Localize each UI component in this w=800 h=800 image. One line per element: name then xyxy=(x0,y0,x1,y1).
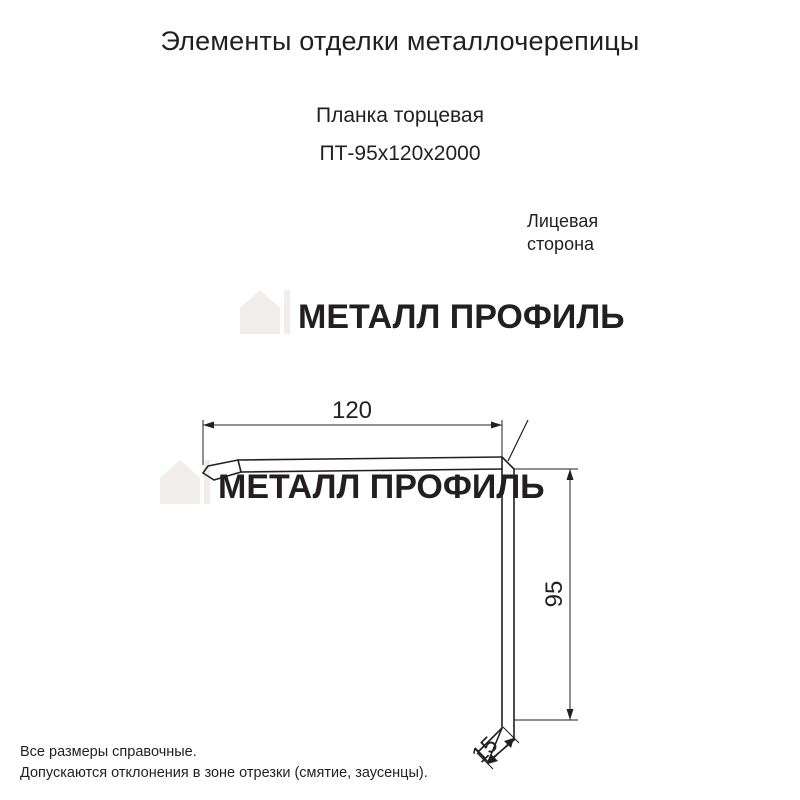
dimension-label-120: 120 xyxy=(331,397,373,424)
callout-leader xyxy=(508,420,528,461)
product-name: Планка торцевая xyxy=(316,104,484,127)
arrow-right xyxy=(491,422,502,429)
svg-text:МЕТАЛЛ ПРОФИЛЬ: МЕТАЛЛ ПРОФИЛЬ xyxy=(218,468,545,506)
arrow-bottom xyxy=(567,709,574,720)
notes-block xyxy=(20,742,428,784)
dimension-label-95: 95 xyxy=(541,580,568,608)
product-code: ПТ-95x120x2000 xyxy=(319,142,481,165)
profile-corner-line xyxy=(502,457,514,469)
svg-text:МЕТАЛЛ ПРОФИЛЬ: МЕТАЛЛ ПРОФИЛЬ xyxy=(298,298,625,336)
callout-label-line2: сторона xyxy=(527,234,595,254)
profile-bottom-outline xyxy=(203,469,502,480)
callout-leader-line xyxy=(508,420,528,461)
note-line-1: Все размеры справочные. xyxy=(20,743,197,760)
note-line-2: Допускаются отклонения в зоне отрезки (смятие, заусенцы). xyxy=(20,764,428,781)
dimension-label-15: 15 xyxy=(466,731,503,768)
arrow-top xyxy=(567,469,574,480)
profile-bend-line xyxy=(238,460,241,472)
page-title: Элементы отделки металлочерепицы xyxy=(160,26,640,56)
callout-label-line1: Лицевая xyxy=(527,211,599,231)
arrow-left xyxy=(203,422,214,429)
